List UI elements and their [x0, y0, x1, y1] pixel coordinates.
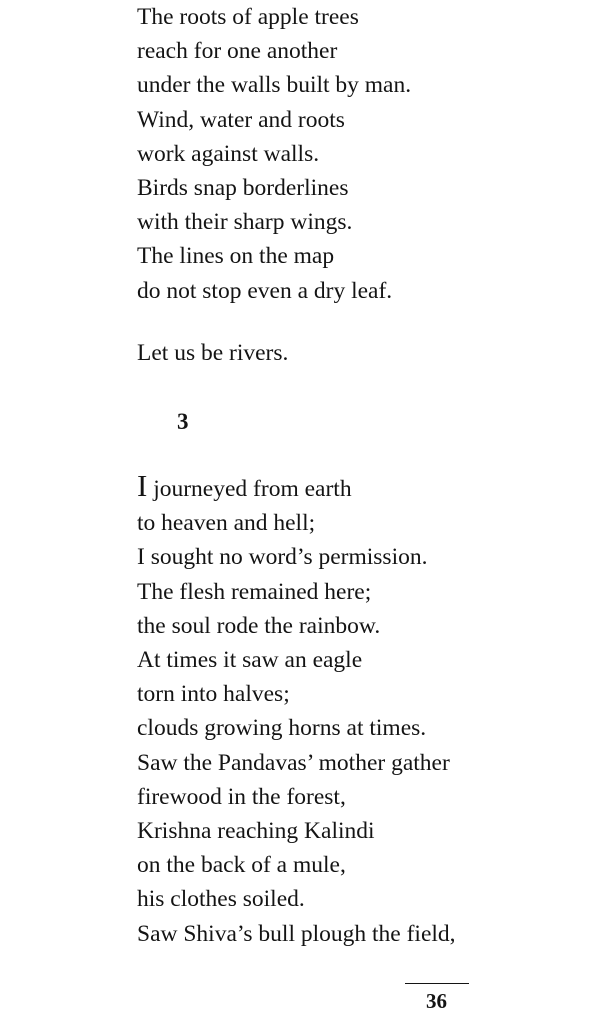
stanza-1 [137, 0, 411, 308]
poem-line: The flesh remained here; [137, 578, 372, 605]
poem-line: firewood in the forest, [137, 783, 346, 810]
poem-line: under the walls built by man. [137, 72, 412, 99]
poem-line: to heaven and hell; [137, 510, 316, 537]
poem-line: At times it saw an eagle [137, 647, 363, 674]
poem-line: Saw the Pandavas’ mother gather [137, 749, 450, 776]
poem-line: on the back of a mule, [137, 852, 346, 879]
poem-line: torn into halves; [137, 681, 290, 708]
poem-line: his clothes soiled. [137, 886, 305, 913]
poem-line: Wind, water and roots [137, 106, 345, 133]
poem-line: Let us be rivers. [137, 340, 289, 366]
poem-line: the soul rode the rainbow. [137, 612, 381, 639]
poem-line: Saw Shiva’s bull plough the field, [137, 920, 456, 947]
poem-line: I sought no word’s permission. [137, 544, 428, 571]
poem-line: Birds snap borderlines [137, 175, 349, 202]
footer-rule [405, 983, 469, 984]
poem-line: do not stop even a dry leaf. [137, 277, 393, 304]
page-number: 36 [426, 989, 447, 1013]
stanza-2 [137, 336, 288, 370]
poem-line: Krishna reaching Kalindi [137, 818, 375, 845]
stanza-3 [137, 468, 456, 951]
poem-line: reach for one another [137, 38, 338, 65]
poem-line: work against walls. [137, 140, 320, 167]
poem-line: clouds growing horns at times. [137, 715, 427, 742]
drop-cap: I [137, 468, 148, 503]
section-number: 3 [177, 409, 189, 434]
poem-line: The lines on the map [137, 243, 335, 270]
poem-line: The roots of apple trees [137, 4, 359, 30]
first-line-text: journeyed from earth [147, 476, 352, 502]
poem-line: with their sharp wings. [137, 209, 353, 236]
poem-first-line [137, 468, 456, 506]
